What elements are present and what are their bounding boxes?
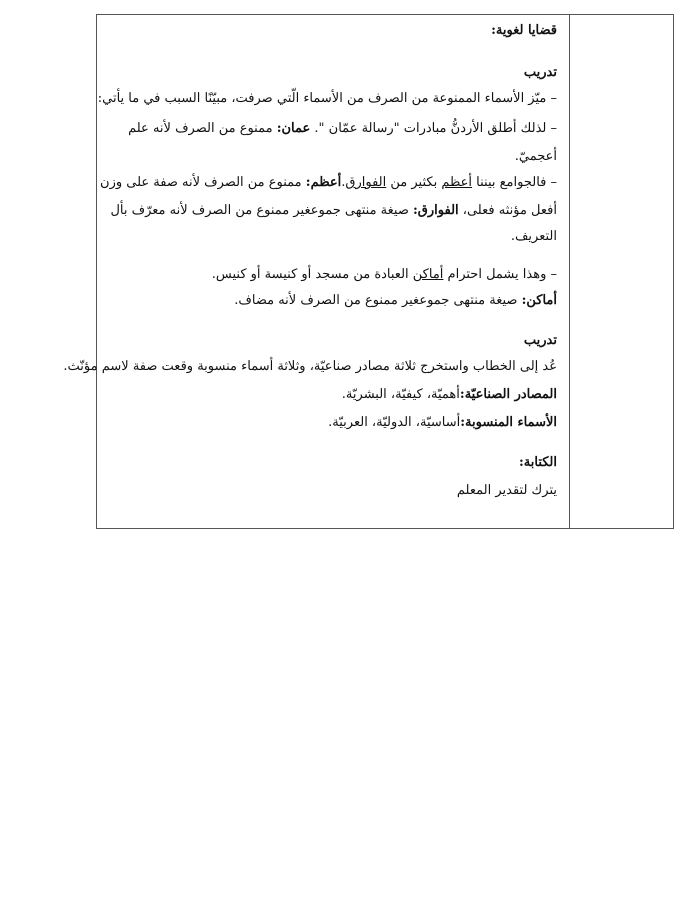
- side-column: [569, 15, 570, 528]
- section-title: قضايا لغوية:: [491, 23, 557, 38]
- drill1-item1: – لذلك أطلق الأردنُّ مبادرات "رسالة عمّان ". عمان: ممنوع من الصرف لأنه علم: [128, 121, 557, 136]
- drill2-instruction: عُد إلى الخطاب واستخرج ثلاثة مصادر صناعيّة، وثلاثة أسماء منسوبة وقعت صفة لاسم مؤنّث.: [63, 359, 557, 374]
- drill2-heading: تدريب: [523, 333, 557, 348]
- drill1-instruction: – ميّز الأسماء الممنوعة من الصرف من الأسماء الّتي صرفت، مبيّنًا السبب في ما يأتي:: [97, 91, 557, 106]
- drill1-item3: – وهذا يشمل احترام أماكن العبادة من مسجد أو كنيسة أو كنيس.: [211, 267, 557, 282]
- lesson-table: [63, 14, 674, 529]
- industrial-sources: المصادر الصناعيّة:أهميّة، كيفيّة، البشريّة.: [341, 387, 557, 402]
- lesson-content: [63, 15, 565, 528]
- relative-nouns: الأسماء المنسوبة:أساسيّة، الدوليّة، العربيّة.: [328, 415, 557, 430]
- drill1-item1-cont: أعجميّ.: [514, 149, 557, 164]
- drill1-item2-cont: أفعل مؤنثه فعلى، الفوارق: صيغة منتهى جموعغير ممنوع من الصرف لأنه معرّف بأل: [110, 203, 557, 218]
- writing-heading: الكتابة:: [518, 455, 557, 470]
- drill1-item2: – فالجوامع بيننا أعظم بكثير من الفوارق.أعظم: ممنوع من الصرف لأنه صفة على وزن: [100, 175, 557, 190]
- drill1-heading: تدريب: [523, 65, 557, 80]
- writing-note: يترك لتقدير المعلم: [456, 483, 557, 498]
- drill1-item3-answer: أماكن: صيغة منتهى جموعغير ممنوع من الصرف لأنه مضاف.: [234, 293, 557, 308]
- drill1-item2-cont2: التعريف.: [510, 229, 557, 244]
